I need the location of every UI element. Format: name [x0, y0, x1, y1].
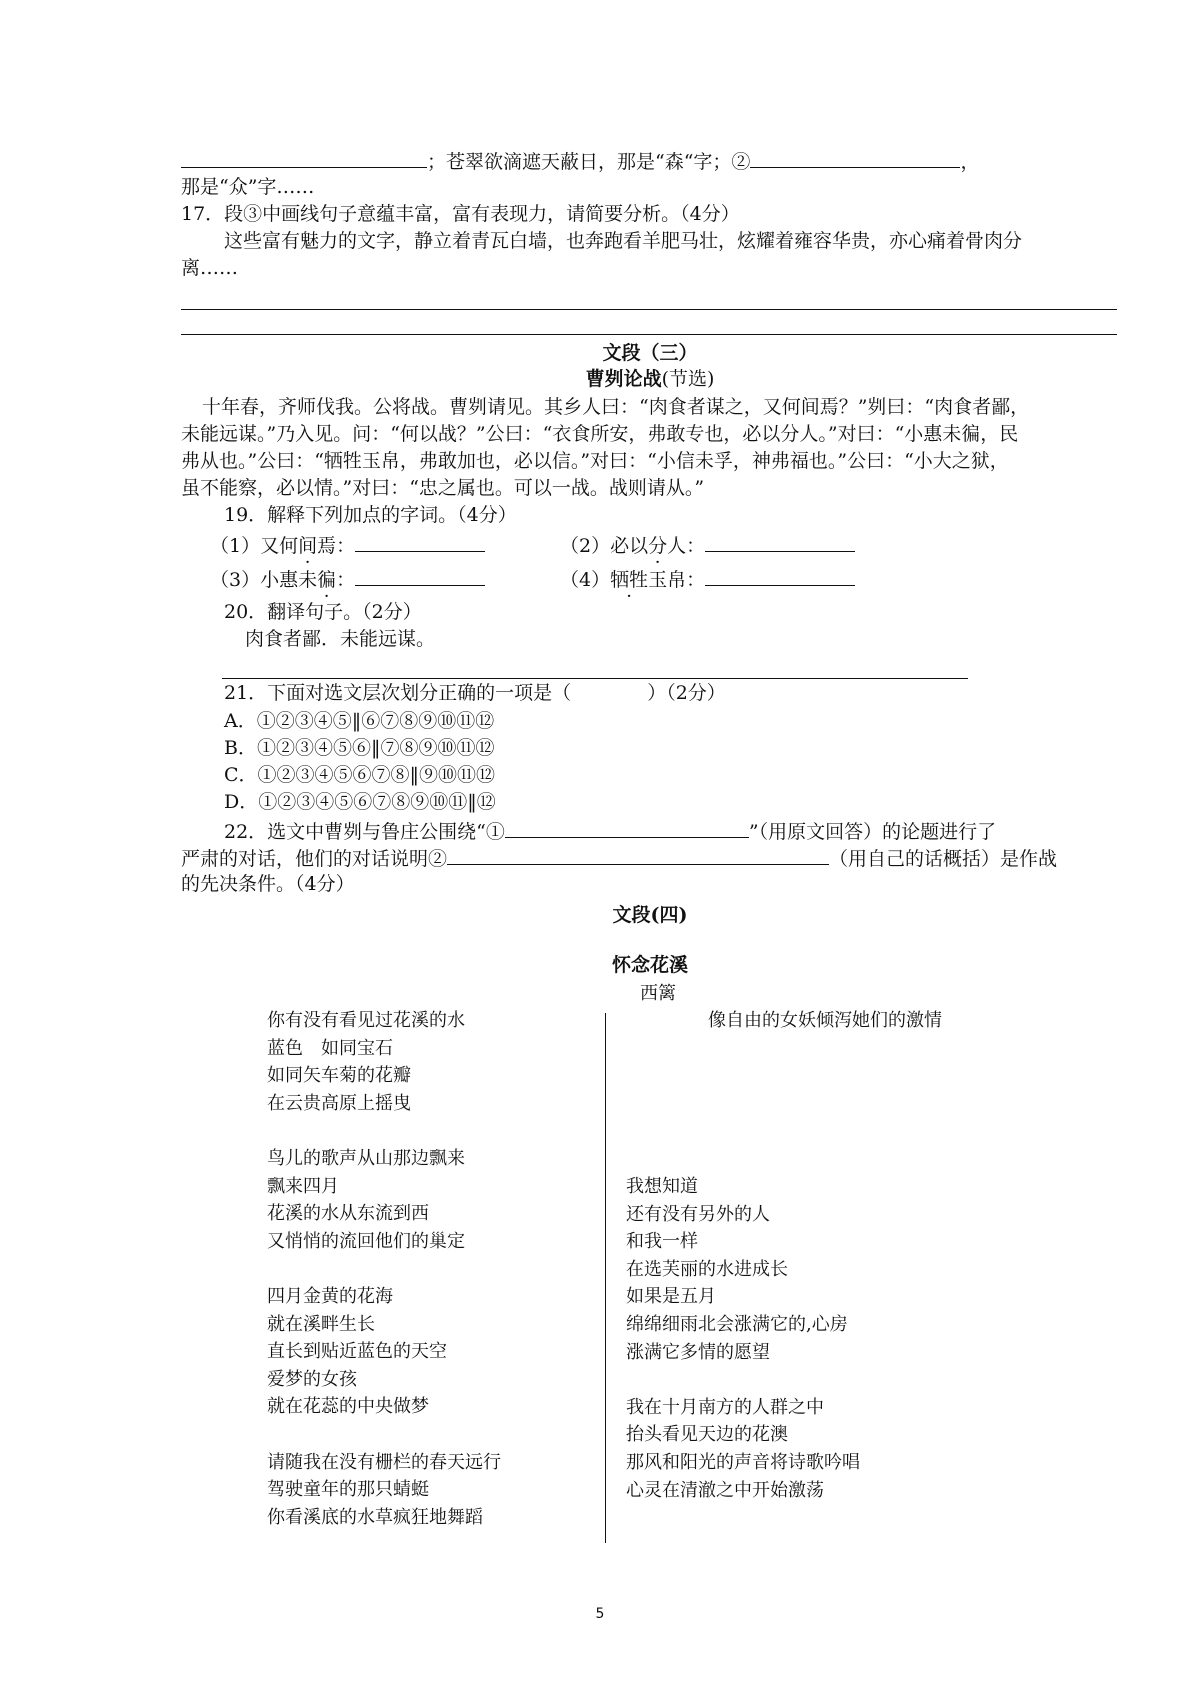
item-text: 必以 — [610, 535, 649, 557]
q19-item-1 — [210, 531, 485, 560]
q19-item-3 — [210, 565, 485, 594]
poem-line: 蓝色 如同宝石 — [267, 1037, 393, 1059]
q21-option-d: D．①②③④⑤⑥⑦⑧⑨⑩⑪‖⑫ — [224, 791, 496, 813]
q19-item-2 — [560, 531, 855, 560]
question-22-line3: 的先决条件。（4分） — [181, 873, 355, 895]
poem-line: 直长到贴近蓝色的天空 — [267, 1341, 447, 1363]
passage-line: 虽不能察，必以情。”对曰：“忠之属也。可以一战。战则请从。” — [181, 477, 705, 499]
q16-line2: 那是“众”字…… — [181, 176, 315, 198]
q21-option-c: C．①②③④⑤⑥⑦⑧‖⑨⑩⑪⑫ — [224, 764, 496, 786]
passage-line: 十年春，齐师伐我。公将战。曹刿请见。其乡人曰：“肉食者谋之，又何间焉？”刿曰：“肉食者鄙， — [202, 396, 1030, 418]
item-number: （2） — [560, 535, 611, 557]
poem-line: 我想知道 — [626, 1176, 698, 1197]
q22-text: ”（用原文回答）的论题进行了 — [748, 821, 997, 843]
item-number: （1） — [210, 535, 261, 557]
poem-author: 西篱 — [640, 983, 676, 1004]
poem-line: 在选芙丽的水进成长 — [626, 1258, 788, 1280]
q16-fill-line — [181, 147, 979, 176]
q21-text: 21．下面对选文层次划分正确的一项是（ — [224, 682, 572, 704]
section3-title: 曹刿论战 — [585, 368, 662, 390]
q16-text: ；苍翠欲滴遮天蔽日，那是“森“字；② — [427, 151, 751, 173]
poem-line: 鸟儿的歌声从山那边飘来 — [267, 1147, 465, 1169]
q21-option-b: B．①②③④⑤⑥‖⑦⑧⑨⑩⑪⑫ — [224, 737, 495, 759]
q17-quote-line2: 离…… — [181, 257, 239, 279]
page-number: 5 — [595, 1606, 605, 1622]
q22-text: 22．选文中曹刿与鲁庄公围绕“① — [224, 821, 505, 843]
answer-blank[interactable] — [355, 565, 485, 586]
section4-heading: 文段(四) — [612, 904, 688, 926]
poem-line: 心灵在清澈之中开始激荡 — [626, 1479, 824, 1501]
answer-line[interactable] — [181, 309, 1117, 310]
section3-title-note: (节选) — [661, 368, 715, 390]
item-text: 又何 — [260, 535, 299, 557]
poem-line: 绵绵细雨北会涨满它的,心房 — [626, 1313, 848, 1335]
item-text: 焉： — [317, 535, 356, 557]
answer-blank[interactable] — [505, 817, 749, 838]
question-20: 20．翻译句子。（2分） — [224, 601, 422, 623]
section3-heading: 文段（三） — [602, 342, 698, 364]
q22-text: 严肃的对话，他们的对话说明② — [181, 848, 448, 870]
poem-line: 四月金黄的花海 — [267, 1285, 393, 1307]
poem-line: 还有没有另外的人 — [626, 1203, 770, 1225]
answer-line[interactable] — [222, 678, 968, 679]
poem-line: 和我一样 — [626, 1231, 698, 1253]
q17-quote-line1: 这些富有魅力的文字，静立着青瓦白墙，也奔跑看羊肥马壮，炫耀着雍容华贵，亦心痛着骨肉分 — [224, 230, 1023, 252]
answer-blank[interactable] — [355, 531, 485, 552]
poem-line: 又悄悄的流回他们的巢定 — [267, 1230, 465, 1252]
item-number: （4） — [560, 569, 611, 591]
question-22-line2 — [181, 844, 1057, 873]
poem-line: 就在花蕊的中央做梦 — [267, 1396, 429, 1418]
question-17: 17．段③中画线句子意蕴丰富，富有表现力，请简要分析。（4分） — [181, 203, 740, 225]
poem-line: 抬头看见天边的花澳 — [626, 1424, 788, 1446]
item-number: （3） — [210, 569, 261, 591]
poem-line: 驾驶童年的那只蜻蜓 — [267, 1479, 429, 1501]
poem-line — [626, 1366, 860, 1394]
q21-tail: ）（2分） — [647, 682, 726, 704]
poem-line: 我在十月南方的人群之中 — [626, 1396, 824, 1418]
section3-title-line — [0, 366, 1200, 393]
answer-blank[interactable] — [705, 565, 855, 586]
comma: ， — [960, 151, 980, 173]
answer-blank[interactable] — [447, 844, 829, 865]
dotted-word: 牺牲 — [610, 569, 649, 591]
poem-line: 那风和阳光的声音将诗歌吟唱 — [626, 1451, 860, 1473]
column-divider — [605, 1013, 606, 1543]
poem-line: 涨满它多情的愿望 — [626, 1341, 770, 1363]
poem-line: 就在溪畔生长 — [267, 1313, 375, 1335]
item-text: 玉帛： — [648, 569, 706, 591]
poem-left-column — [267, 1007, 501, 1531]
question-19: 19．解释下列加点的字词。（4分） — [224, 504, 517, 526]
answer-blank[interactable] — [705, 531, 855, 552]
q20-sentence: 肉食者鄙．未能远谋。 — [245, 628, 436, 650]
q21-option-a: A．①②③④⑤‖⑥⑦⑧⑨⑩⑪⑫ — [224, 710, 495, 732]
dotted-word: 间 — [298, 535, 318, 557]
passage-line: 弗从也。”公曰：“牺牲玉帛，弗敢加也，必以信。”对曰：“小信未孚，神弗福也。”公曰：“小大之狱， — [181, 450, 1009, 472]
poem-line: 请随我在没有栅栏的春天远行 — [267, 1451, 501, 1473]
question-22-line1 — [224, 817, 996, 846]
poem-line: 你看溪底的水草疯狂地舞蹈 — [267, 1506, 483, 1528]
question-21 — [224, 680, 726, 707]
poem-line: 你有没有看见过花溪的水 — [267, 1010, 465, 1031]
poem-title: 怀念花溪 — [611, 954, 688, 976]
poem-line: 在云贵高原上摇曳 — [267, 1092, 411, 1114]
poem-line: 爱梦的女孩 — [267, 1368, 357, 1390]
poem-line: 如果是五月 — [626, 1286, 716, 1308]
poem-line — [267, 1421, 501, 1449]
answer-blank[interactable] — [181, 147, 427, 168]
poem-right-top-line: 像自由的女妖倾泻她们的激情 — [708, 1010, 942, 1031]
item-text: 人： — [667, 535, 706, 557]
poem-line: 如同矢车菊的花瓣 — [267, 1065, 411, 1087]
poem-right-column — [626, 1173, 860, 1504]
poem-line: 飘来四月 — [267, 1175, 339, 1197]
dotted-word: 徧 — [317, 569, 337, 591]
item-text: ： — [336, 569, 356, 591]
poem-line: 花溪的水从东流到西 — [267, 1203, 429, 1225]
q22-text: （用自己的话概括）是作战 — [829, 848, 1058, 870]
dotted-word: 分 — [648, 535, 668, 557]
q19-item-4 — [560, 565, 855, 594]
poem-line — [267, 1117, 501, 1145]
poem-line — [267, 1255, 501, 1283]
answer-blank[interactable] — [750, 147, 960, 168]
passage-line: 未能远谋。”乃入见。问：“何以战？”公曰：“衣食所安，弗敢专也，必以分人。”对曰：“小惠未徧，民 — [181, 423, 1019, 445]
item-text: 小惠未 — [260, 569, 318, 591]
answer-line[interactable] — [181, 334, 1117, 335]
